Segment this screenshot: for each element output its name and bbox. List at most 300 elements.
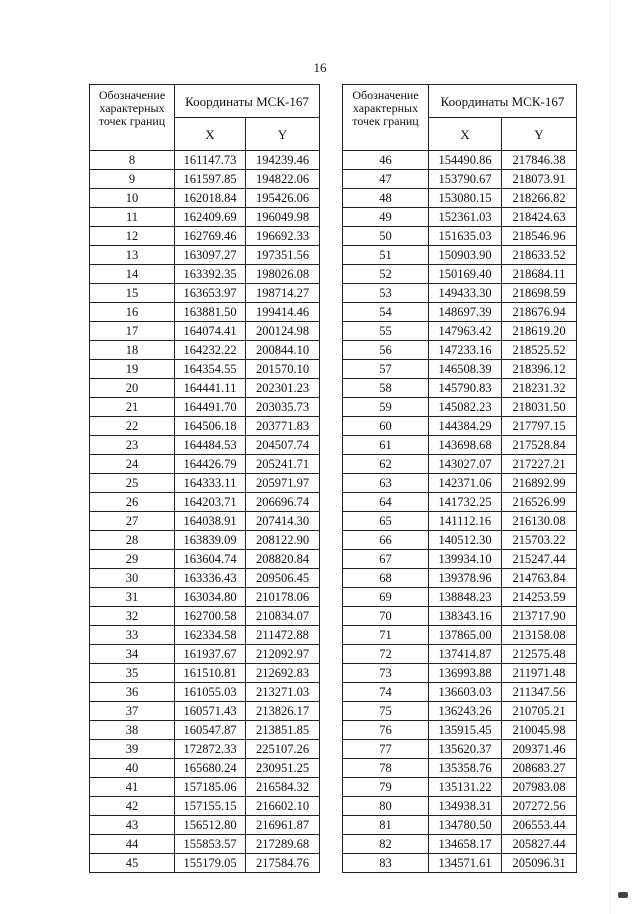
x-coordinate-cell: 157155.15 [175,797,246,816]
y-coordinate-cell: 207414.30 [246,512,320,531]
table-row [90,341,320,360]
table-row [343,417,577,436]
point-id-cell: 24 [90,455,175,474]
y-coordinate-cell: 207272.56 [502,797,577,816]
x-coordinate-cell: 134780.50 [429,816,502,835]
y-coordinate-cell: 208122.90 [246,531,320,550]
y-coordinate-cell: 212692.83 [246,664,320,683]
point-id-cell: 81 [343,816,429,835]
x-coordinate-cell: 155179.05 [175,854,246,873]
x-coordinate-cell: 137414.87 [429,645,502,664]
point-id-cell: 10 [90,189,175,208]
point-id-cell: 53 [343,284,429,303]
table-row [343,322,577,341]
x-coordinate-cell: 164232.22 [175,341,246,360]
point-id-cell: 19 [90,360,175,379]
x-coordinate-cell: 136993.88 [429,664,502,683]
y-coordinate-cell: 218525.52 [502,341,577,360]
y-coordinate-cell: 214763.84 [502,569,577,588]
table-row [90,246,320,265]
point-id-cell: 62 [343,455,429,474]
point-id-cell: 77 [343,740,429,759]
table-row [90,265,320,284]
table-row [90,360,320,379]
y-coordinate-cell: 218073.91 [502,170,577,189]
y-coordinate-cell: 206696.74 [246,493,320,512]
y-coordinate-cell: 194239.46 [246,151,320,170]
table-row [343,436,577,455]
point-id-cell: 21 [90,398,175,417]
y-coordinate-cell: 203035.73 [246,398,320,417]
y-coordinate-cell: 217528.84 [502,436,577,455]
point-id-cell: 76 [343,721,429,740]
point-id-cell: 67 [343,550,429,569]
point-id-cell: 69 [343,588,429,607]
y-coordinate-cell: 200124.98 [246,322,320,341]
y-coordinate-cell: 198714.27 [246,284,320,303]
table-row [90,531,320,550]
y-coordinate-cell: 214253.59 [502,588,577,607]
x-coordinate-cell: 139378.96 [429,569,502,588]
point-id-cell: 51 [343,246,429,265]
y-column-header: Y [502,118,577,151]
point-id-cell: 83 [343,854,429,873]
table-row [343,664,577,683]
x-coordinate-cell: 150903.90 [429,246,502,265]
y-coordinate-cell: 202301.23 [246,379,320,398]
table-row [343,835,577,854]
x-coordinate-cell: 143027.07 [429,455,502,474]
y-coordinate-cell: 218231.32 [502,379,577,398]
point-id-cell: 16 [90,303,175,322]
y-coordinate-cell: 218424.63 [502,208,577,227]
point-id-cell: 64 [343,493,429,512]
y-coordinate-cell: 217227.21 [502,455,577,474]
point-id-cell: 61 [343,436,429,455]
y-coordinate-cell: 197351.56 [246,246,320,265]
point-id-cell: 38 [90,721,175,740]
point-id-cell: 44 [90,835,175,854]
table-row [90,417,320,436]
table-row [343,341,577,360]
y-coordinate-cell: 208683.27 [502,759,577,778]
table-row [343,702,577,721]
designation-header: Обозначение характерных точек границ [90,85,175,151]
x-coordinate-cell: 161055.03 [175,683,246,702]
x-coordinate-cell: 135620.37 [429,740,502,759]
y-coordinate-cell: 217289.68 [246,835,320,854]
table-row [343,683,577,702]
y-coordinate-cell: 207983.08 [502,778,577,797]
table-row [90,189,320,208]
table-row [343,284,577,303]
x-coordinate-cell: 142371.06 [429,474,502,493]
point-id-cell: 75 [343,702,429,721]
point-id-cell: 32 [90,607,175,626]
x-coordinate-cell: 157185.06 [175,778,246,797]
table-row [90,455,320,474]
point-id-cell: 63 [343,474,429,493]
table-row [343,474,577,493]
x-coordinate-cell: 162018.84 [175,189,246,208]
y-coordinate-cell: 212575.48 [502,645,577,664]
table-row [343,778,577,797]
y-coordinate-cell: 213158.08 [502,626,577,645]
point-id-cell: 70 [343,607,429,626]
y-coordinate-cell: 217584.76 [246,854,320,873]
table-row [343,227,577,246]
point-id-cell: 57 [343,360,429,379]
table-row [343,170,577,189]
x-coordinate-cell: 160571.43 [175,702,246,721]
y-coordinate-cell: 205241.71 [246,455,320,474]
x-coordinate-cell: 163097.27 [175,246,246,265]
point-id-cell: 37 [90,702,175,721]
x-coordinate-cell: 172872.33 [175,740,246,759]
table-row [343,246,577,265]
x-coordinate-cell: 141112.16 [429,512,502,531]
table-row [90,550,320,569]
table-row [90,284,320,303]
x-coordinate-cell: 164441.11 [175,379,246,398]
point-id-cell: 18 [90,341,175,360]
point-id-cell: 33 [90,626,175,645]
y-coordinate-cell: 209371.46 [502,740,577,759]
scan-edge-line [610,0,611,914]
point-id-cell: 66 [343,531,429,550]
point-id-cell: 29 [90,550,175,569]
x-coordinate-cell: 138848.23 [429,588,502,607]
y-coordinate-cell: 210834.07 [246,607,320,626]
x-coordinate-cell: 163881.50 [175,303,246,322]
table-row [90,493,320,512]
x-coordinate-cell: 163392.35 [175,265,246,284]
point-id-cell: 36 [90,683,175,702]
x-coordinate-cell: 134571.61 [429,854,502,873]
point-id-cell: 60 [343,417,429,436]
x-coordinate-cell: 153080.15 [429,189,502,208]
table-row [90,170,320,189]
x-coordinate-cell: 156512.80 [175,816,246,835]
x-coordinate-cell: 164203.71 [175,493,246,512]
table-row [343,797,577,816]
table-row [90,778,320,797]
point-id-cell: 72 [343,645,429,664]
y-coordinate-cell: 210045.98 [502,721,577,740]
y-coordinate-cell: 205096.31 [502,854,577,873]
x-coordinate-cell: 164506.18 [175,417,246,436]
table-row [90,702,320,721]
x-coordinate-cell: 138343.16 [429,607,502,626]
point-id-cell: 48 [343,189,429,208]
table-row [343,759,577,778]
coordinates-header: Координаты МСК-167 [429,85,577,118]
table-row [343,550,577,569]
x-column-header: X [175,118,246,151]
x-coordinate-cell: 155853.57 [175,835,246,854]
table-row [90,835,320,854]
x-coordinate-cell: 141732.25 [429,493,502,512]
table-row [90,322,320,341]
point-id-cell: 25 [90,474,175,493]
x-coordinate-cell: 146508.39 [429,360,502,379]
point-id-cell: 13 [90,246,175,265]
left-table-body [90,151,320,873]
y-coordinate-cell: 210178.06 [246,588,320,607]
y-coordinate-cell: 218619.20 [502,322,577,341]
point-id-cell: 26 [90,493,175,512]
table-row [90,151,320,170]
x-coordinate-cell: 164426.79 [175,455,246,474]
table-row [90,512,320,531]
table-row [343,398,577,417]
table-row [343,208,577,227]
table-row [90,474,320,493]
point-id-cell: 14 [90,265,175,284]
table-row [90,626,320,645]
table-row [90,588,320,607]
point-id-cell: 56 [343,341,429,360]
coordinates-table-left [89,84,320,873]
table-row [343,512,577,531]
y-coordinate-cell: 230951.25 [246,759,320,778]
x-coordinate-cell: 164333.11 [175,474,246,493]
y-coordinate-cell: 213851.85 [246,721,320,740]
x-coordinate-cell: 144384.29 [429,417,502,436]
y-coordinate-cell: 211971.48 [502,664,577,683]
point-id-cell: 17 [90,322,175,341]
table-row [90,208,320,227]
x-coordinate-cell: 137865.00 [429,626,502,645]
x-coordinate-cell: 162700.58 [175,607,246,626]
table-row [90,227,320,246]
point-id-cell: 54 [343,303,429,322]
y-coordinate-cell: 204507.74 [246,436,320,455]
point-id-cell: 46 [343,151,429,170]
table-row [343,379,577,398]
x-coordinate-cell: 139934.10 [429,550,502,569]
point-id-cell: 78 [343,759,429,778]
x-coordinate-cell: 136603.03 [429,683,502,702]
y-coordinate-cell: 218546.96 [502,227,577,246]
x-coordinate-cell: 143698.68 [429,436,502,455]
point-id-cell: 34 [90,645,175,664]
x-coordinate-cell: 162409.69 [175,208,246,227]
designation-header: Обозначение характерных точек границ [343,85,429,151]
x-coordinate-cell: 134658.17 [429,835,502,854]
page-number: 16 [313,60,327,75]
table-row [90,759,320,778]
y-coordinate-cell: 213271.03 [246,683,320,702]
x-coordinate-cell: 163839.09 [175,531,246,550]
x-coordinate-cell: 164074.41 [175,322,246,341]
table-row [343,569,577,588]
point-id-cell: 9 [90,170,175,189]
y-coordinate-cell: 195426.06 [246,189,320,208]
y-coordinate-cell: 216526.99 [502,493,577,512]
y-coordinate-cell: 216130.08 [502,512,577,531]
table-row [90,816,320,835]
x-coordinate-cell: 147233.16 [429,341,502,360]
table-row [343,531,577,550]
point-id-cell: 28 [90,531,175,550]
y-coordinate-cell: 205827.44 [502,835,577,854]
table-row [343,645,577,664]
table-row [343,607,577,626]
point-id-cell: 22 [90,417,175,436]
y-coordinate-cell: 194822.06 [246,170,320,189]
table-row [343,721,577,740]
x-coordinate-cell: 147963.42 [429,322,502,341]
point-id-cell: 23 [90,436,175,455]
x-coordinate-cell: 163034.80 [175,588,246,607]
table-row [90,607,320,626]
point-id-cell: 47 [343,170,429,189]
point-id-cell: 40 [90,759,175,778]
table-row [90,683,320,702]
x-coordinate-cell: 164038.91 [175,512,246,531]
x-coordinate-cell: 161597.85 [175,170,246,189]
point-id-cell: 35 [90,664,175,683]
table-row [90,721,320,740]
y-coordinate-cell: 211472.88 [246,626,320,645]
y-coordinate-cell: 208820.84 [246,550,320,569]
y-coordinate-cell: 196692.33 [246,227,320,246]
y-coordinate-cell: 201570.10 [246,360,320,379]
point-id-cell: 41 [90,778,175,797]
x-coordinate-cell: 154490.86 [429,151,502,170]
point-id-cell: 52 [343,265,429,284]
table-row [90,379,320,398]
y-coordinate-cell: 200844.10 [246,341,320,360]
table-row [90,569,320,588]
y-coordinate-cell: 216961.87 [246,816,320,835]
x-coordinate-cell: 161147.73 [175,151,246,170]
table-row [90,797,320,816]
table-row [90,303,320,322]
point-id-cell: 55 [343,322,429,341]
table-row [343,626,577,645]
table-row [343,265,577,284]
point-id-cell: 8 [90,151,175,170]
x-coordinate-cell: 150169.40 [429,265,502,284]
x-coordinate-cell: 163653.97 [175,284,246,303]
x-coordinate-cell: 149433.30 [429,284,502,303]
x-coordinate-cell: 161937.67 [175,645,246,664]
x-coordinate-cell: 165680.24 [175,759,246,778]
x-coordinate-cell: 148697.39 [429,303,502,322]
table-row [343,303,577,322]
point-id-cell: 49 [343,208,429,227]
table-row [343,360,577,379]
point-id-cell: 43 [90,816,175,835]
y-coordinate-cell: 211347.56 [502,683,577,702]
point-id-cell: 80 [343,797,429,816]
x-coordinate-cell: 134938.31 [429,797,502,816]
y-coordinate-cell: 215247.44 [502,550,577,569]
point-id-cell: 59 [343,398,429,417]
x-coordinate-cell: 164484.53 [175,436,246,455]
y-coordinate-cell: 212092.97 [246,645,320,664]
coordinates-table-right [342,84,577,873]
point-id-cell: 71 [343,626,429,645]
y-coordinate-cell: 205971.97 [246,474,320,493]
y-coordinate-cell: 213826.17 [246,702,320,721]
x-coordinate-cell: 140512.30 [429,531,502,550]
x-coordinate-cell: 164354.55 [175,360,246,379]
point-id-cell: 50 [343,227,429,246]
coordinates-header: Координаты МСК-167 [175,85,320,118]
table-row [343,816,577,835]
table-row [343,493,577,512]
point-id-cell: 39 [90,740,175,759]
x-coordinate-cell: 164491.70 [175,398,246,417]
point-id-cell: 20 [90,379,175,398]
table-row [343,189,577,208]
scan-mark [618,892,628,898]
x-coordinate-cell: 135358.76 [429,759,502,778]
y-coordinate-cell: 216892.99 [502,474,577,493]
x-coordinate-cell: 162769.46 [175,227,246,246]
x-coordinate-cell: 151635.03 [429,227,502,246]
point-id-cell: 30 [90,569,175,588]
x-coordinate-cell: 162334.58 [175,626,246,645]
x-coordinate-cell: 135131.22 [429,778,502,797]
point-id-cell: 45 [90,854,175,873]
point-id-cell: 42 [90,797,175,816]
table-row [343,455,577,474]
y-coordinate-cell: 216602.10 [246,797,320,816]
point-id-cell: 58 [343,379,429,398]
y-coordinate-cell: 225107.26 [246,740,320,759]
y-coordinate-cell: 210705.21 [502,702,577,721]
y-coordinate-cell: 218031.50 [502,398,577,417]
y-coordinate-cell: 218633.52 [502,246,577,265]
x-coordinate-cell: 145790.83 [429,379,502,398]
x-coordinate-cell: 163336.43 [175,569,246,588]
y-coordinate-cell: 198026.08 [246,265,320,284]
point-id-cell: 65 [343,512,429,531]
table-row [90,854,320,873]
table-row [90,436,320,455]
x-column-header: X [429,118,502,151]
table-row [343,740,577,759]
x-coordinate-cell: 135915.45 [429,721,502,740]
y-coordinate-cell: 218266.82 [502,189,577,208]
x-coordinate-cell: 161510.81 [175,664,246,683]
y-coordinate-cell: 206553.44 [502,816,577,835]
y-coordinate-cell: 218684.11 [502,265,577,284]
y-coordinate-cell: 216584.32 [246,778,320,797]
table-row [90,664,320,683]
x-coordinate-cell: 160547.87 [175,721,246,740]
y-coordinate-cell: 203771.83 [246,417,320,436]
x-coordinate-cell: 152361.03 [429,208,502,227]
point-id-cell: 11 [90,208,175,227]
point-id-cell: 73 [343,664,429,683]
y-coordinate-cell: 215703.22 [502,531,577,550]
y-column-header: Y [246,118,320,151]
point-id-cell: 79 [343,778,429,797]
x-coordinate-cell: 136243.26 [429,702,502,721]
x-coordinate-cell: 145082.23 [429,398,502,417]
point-id-cell: 27 [90,512,175,531]
point-id-cell: 82 [343,835,429,854]
table-row [90,740,320,759]
y-coordinate-cell: 217846.38 [502,151,577,170]
point-id-cell: 68 [343,569,429,588]
right-table-body [343,151,577,873]
